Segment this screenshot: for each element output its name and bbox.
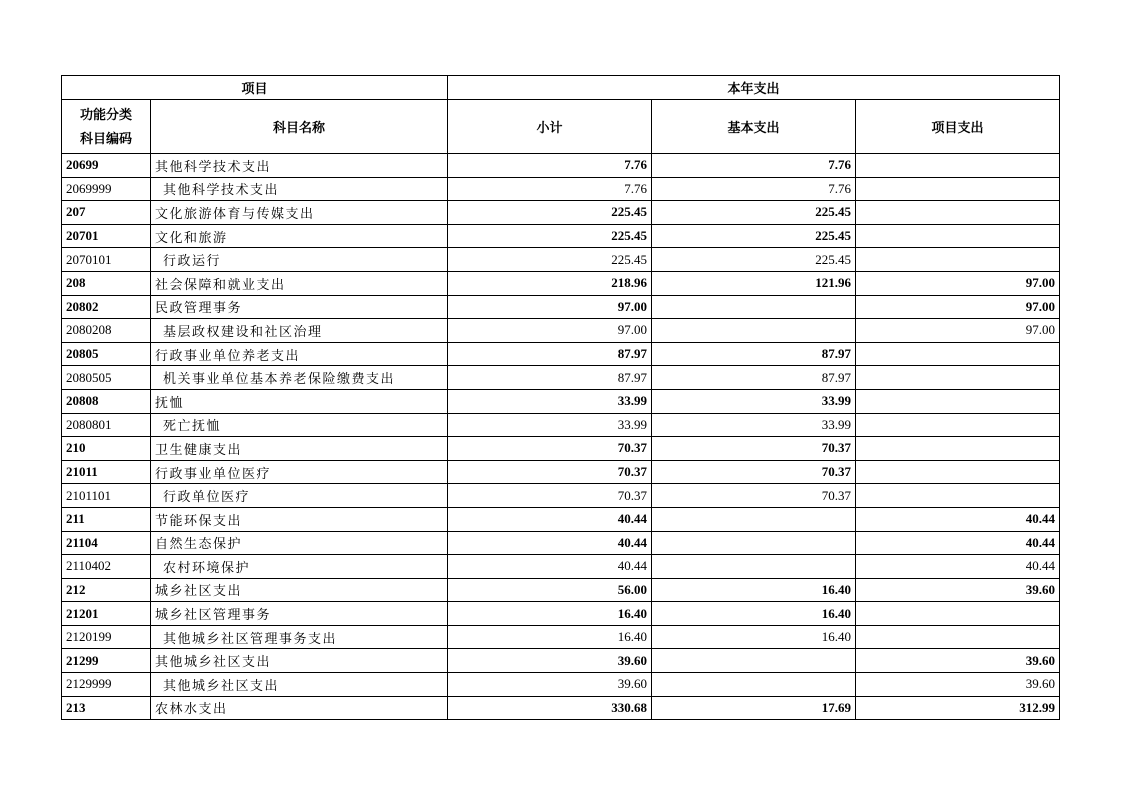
code-cell: 21299 — [62, 649, 151, 673]
basic-cell: 87.97 — [652, 366, 856, 390]
basic-cell: 17.69 — [652, 696, 856, 720]
subtotal-cell: 70.37 — [448, 437, 652, 461]
project-cell: 39.60 — [856, 578, 1060, 602]
name-cell: 其他城乡社区管理事务支出 — [151, 625, 448, 649]
project-cell: 40.44 — [856, 507, 1060, 531]
subtotal-cell: 33.99 — [448, 389, 652, 413]
code-cell: 21104 — [62, 531, 151, 555]
name-cell: 死亡抚恤 — [151, 413, 448, 437]
project-cell: 40.44 — [856, 531, 1060, 555]
code-cell: 211 — [62, 507, 151, 531]
basic-cell: 121.96 — [652, 271, 856, 295]
basic-cell: 225.45 — [652, 201, 856, 225]
basic-cell: 225.45 — [652, 224, 856, 248]
table-row — [62, 673, 1060, 697]
code-header — [62, 100, 151, 154]
item-header: 项目 — [62, 76, 448, 100]
table-row — [62, 295, 1060, 319]
code-cell: 20802 — [62, 295, 151, 319]
subtotal-cell: 16.40 — [448, 602, 652, 626]
basic-cell — [652, 555, 856, 579]
table-row — [62, 154, 1060, 178]
project-cell: 39.60 — [856, 673, 1060, 697]
basic-header: 基本支出 — [652, 100, 856, 154]
basic-cell: 16.40 — [652, 602, 856, 626]
subtotal-cell: 39.60 — [448, 673, 652, 697]
code-cell: 212 — [62, 578, 151, 602]
name-cell: 文化和旅游 — [151, 224, 448, 248]
name-cell: 城乡社区支出 — [151, 578, 448, 602]
name-cell: 机关事业单位基本养老保险缴费支出 — [151, 366, 448, 390]
name-cell: 行政事业单位医疗 — [151, 460, 448, 484]
subtotal-cell: 225.45 — [448, 248, 652, 272]
subtotal-cell: 330.68 — [448, 696, 652, 720]
name-cell: 行政事业单位养老支出 — [151, 342, 448, 366]
table-row — [62, 531, 1060, 555]
basic-cell: 33.99 — [652, 413, 856, 437]
table-row — [62, 224, 1060, 248]
basic-cell — [652, 295, 856, 319]
code-cell: 2080801 — [62, 413, 151, 437]
subtotal-cell: 39.60 — [448, 649, 652, 673]
basic-cell: 7.76 — [652, 154, 856, 178]
code-cell: 208 — [62, 271, 151, 295]
project-cell — [856, 224, 1060, 248]
table-row — [62, 319, 1060, 343]
project-header: 项目支出 — [856, 100, 1060, 154]
name-cell: 基层政权建设和社区治理 — [151, 319, 448, 343]
project-cell — [856, 342, 1060, 366]
year-expense-header: 本年支出 — [448, 76, 1060, 100]
subtotal-cell: 97.00 — [448, 295, 652, 319]
code-cell: 2129999 — [62, 673, 151, 697]
subtotal-cell: 7.76 — [448, 154, 652, 178]
table-row — [62, 177, 1060, 201]
name-cell: 自然生态保护 — [151, 531, 448, 555]
code-cell: 207 — [62, 201, 151, 225]
table-row — [62, 625, 1060, 649]
code-cell: 20699 — [62, 154, 151, 178]
name-cell: 行政单位医疗 — [151, 484, 448, 508]
code-cell: 2120199 — [62, 625, 151, 649]
budget-expense-table — [61, 75, 1060, 720]
code-cell: 20701 — [62, 224, 151, 248]
subtotal-cell: 16.40 — [448, 625, 652, 649]
table-row — [62, 366, 1060, 390]
project-cell — [856, 177, 1060, 201]
subtotal-cell: 40.44 — [448, 555, 652, 579]
code-cell: 21011 — [62, 460, 151, 484]
project-cell: 97.00 — [856, 271, 1060, 295]
subtotal-cell: 33.99 — [448, 413, 652, 437]
subtotal-cell: 56.00 — [448, 578, 652, 602]
subtotal-cell: 40.44 — [448, 507, 652, 531]
name-cell: 其他城乡社区支出 — [151, 673, 448, 697]
code-header-line1: 功能分类 — [79, 106, 132, 122]
name-cell: 其他科学技术支出 — [151, 154, 448, 178]
table-row — [62, 696, 1060, 720]
project-cell — [856, 625, 1060, 649]
basic-cell: 87.97 — [652, 342, 856, 366]
table-row — [62, 602, 1060, 626]
basic-cell: 7.76 — [652, 177, 856, 201]
project-cell — [856, 484, 1060, 508]
subtotal-cell: 225.45 — [448, 224, 652, 248]
name-cell: 节能环保支出 — [151, 507, 448, 531]
name-cell: 卫生健康支出 — [151, 437, 448, 461]
name-cell: 城乡社区管理事务 — [151, 602, 448, 626]
name-header: 科目名称 — [151, 100, 448, 154]
table-row — [62, 578, 1060, 602]
code-cell: 213 — [62, 696, 151, 720]
basic-cell — [652, 531, 856, 555]
basic-cell: 16.40 — [652, 578, 856, 602]
name-cell: 行政运行 — [151, 248, 448, 272]
basic-cell: 70.37 — [652, 437, 856, 461]
name-cell: 抚恤 — [151, 389, 448, 413]
table-row — [62, 389, 1060, 413]
project-cell — [856, 460, 1060, 484]
table-row — [62, 649, 1060, 673]
code-cell: 2110402 — [62, 555, 151, 579]
basic-cell: 70.37 — [652, 484, 856, 508]
table-row — [62, 507, 1060, 531]
basic-cell — [652, 673, 856, 697]
table-row — [62, 271, 1060, 295]
basic-cell: 16.40 — [652, 625, 856, 649]
table-row — [62, 201, 1060, 225]
project-cell — [856, 248, 1060, 272]
subtotal-cell: 87.97 — [448, 342, 652, 366]
basic-cell: 33.99 — [652, 389, 856, 413]
name-cell: 其他城乡社区支出 — [151, 649, 448, 673]
table-row — [62, 342, 1060, 366]
project-cell — [856, 437, 1060, 461]
table-body — [62, 154, 1060, 720]
name-cell: 文化旅游体育与传媒支出 — [151, 201, 448, 225]
subtotal-cell: 225.45 — [448, 201, 652, 225]
project-cell: 97.00 — [856, 295, 1060, 319]
project-cell: 97.00 — [856, 319, 1060, 343]
subtotal-cell: 218.96 — [448, 271, 652, 295]
header-row-top — [62, 76, 1060, 100]
table-row — [62, 555, 1060, 579]
subtotal-cell: 7.76 — [448, 177, 652, 201]
code-cell: 20805 — [62, 342, 151, 366]
code-cell: 2069999 — [62, 177, 151, 201]
project-cell: 39.60 — [856, 649, 1060, 673]
subtotal-cell: 70.37 — [448, 460, 652, 484]
table-row — [62, 460, 1060, 484]
subtotal-cell: 70.37 — [448, 484, 652, 508]
name-cell: 民政管理事务 — [151, 295, 448, 319]
table-row — [62, 437, 1060, 461]
table-row — [62, 248, 1060, 272]
subtotal-header: 小计 — [448, 100, 652, 154]
code-cell: 2070101 — [62, 248, 151, 272]
basic-cell: 70.37 — [652, 460, 856, 484]
project-cell — [856, 201, 1060, 225]
code-cell: 20808 — [62, 389, 151, 413]
code-cell: 210 — [62, 437, 151, 461]
name-cell: 农林水支出 — [151, 696, 448, 720]
project-cell — [856, 389, 1060, 413]
basic-cell: 225.45 — [652, 248, 856, 272]
project-cell — [856, 602, 1060, 626]
project-cell: 40.44 — [856, 555, 1060, 579]
code-header-line2: 科目编码 — [79, 130, 132, 146]
basic-cell — [652, 507, 856, 531]
code-cell: 2080208 — [62, 319, 151, 343]
project-cell — [856, 366, 1060, 390]
subtotal-cell: 97.00 — [448, 319, 652, 343]
subtotal-cell: 40.44 — [448, 531, 652, 555]
name-cell: 社会保障和就业支出 — [151, 271, 448, 295]
project-cell — [856, 413, 1060, 437]
code-cell: 2101101 — [62, 484, 151, 508]
name-cell: 其他科学技术支出 — [151, 177, 448, 201]
code-cell: 21201 — [62, 602, 151, 626]
project-cell: 312.99 — [856, 696, 1060, 720]
code-cell: 2080505 — [62, 366, 151, 390]
table-row — [62, 484, 1060, 508]
subtotal-cell: 87.97 — [448, 366, 652, 390]
table-row — [62, 413, 1060, 437]
project-cell — [856, 154, 1060, 178]
basic-cell — [652, 649, 856, 673]
header-row-bottom — [62, 100, 1060, 154]
basic-cell — [652, 319, 856, 343]
name-cell: 农村环境保护 — [151, 555, 448, 579]
